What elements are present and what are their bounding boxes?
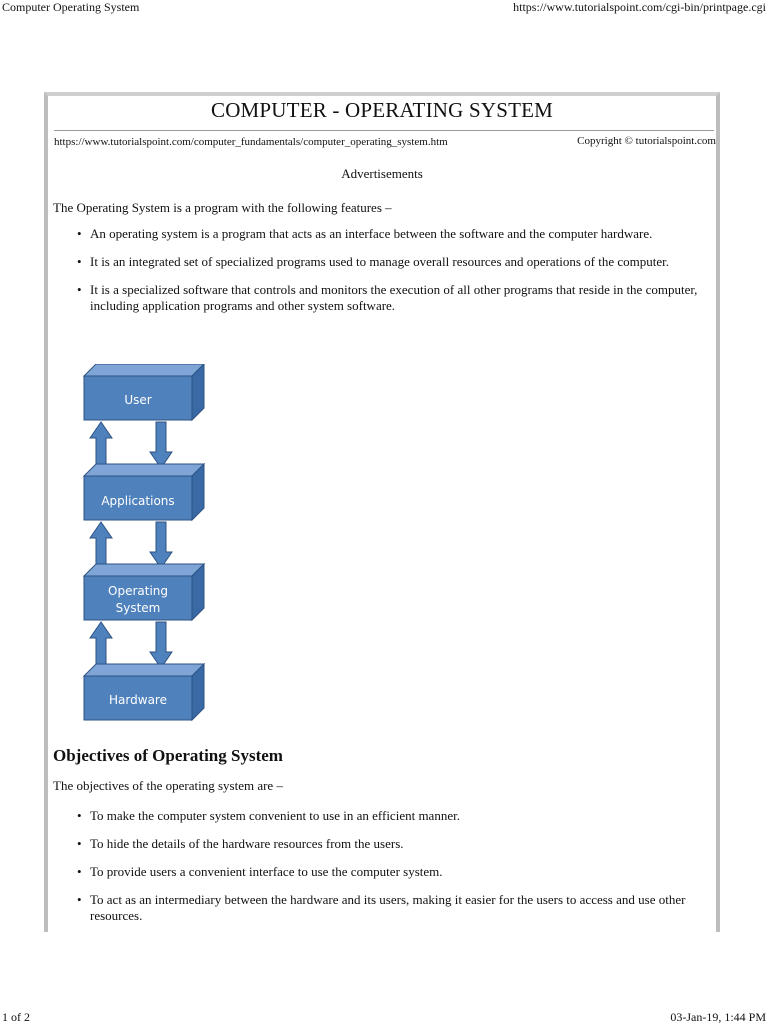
print-timestamp: 03-Jan-19, 1:44 PM	[670, 1010, 766, 1024]
layer-applications	[84, 464, 204, 520]
list-item: • To make the computer system convenient to use in an efficient manner.	[90, 808, 710, 824]
list-item: • It is an integrated set of specialized programs used to manage overall resources and operations of the computer.	[90, 254, 710, 270]
intro-paragraph: The Operating System is a program with the following features –	[53, 200, 392, 215]
list-item: • To act as an intermediary between the hardware and its users, making it easier for the users to access and use other resources.	[90, 892, 710, 924]
arrow-up-icon	[90, 522, 112, 568]
list-item: • It is a specialized software that controls and monitors the execution of all other programs that reside in the computer, including application programs and other system software.	[90, 282, 710, 314]
features-list	[48, 226, 710, 326]
layer-hardware	[84, 664, 204, 720]
layer-label-user: User	[124, 393, 152, 407]
list-item: • An operating system is a program that acts as an interface between the software and the computer hardware.	[90, 226, 710, 242]
advertisements-label: Advertisements	[341, 166, 423, 181]
page-title: COMPUTER - OPERATING SYSTEM	[210, 98, 553, 122]
page-number: 1 of 2	[2, 1010, 30, 1024]
objectives-heading: Objectives of Operating System	[53, 746, 283, 765]
arrow-down-icon	[150, 422, 172, 468]
layer-label-system: System	[115, 601, 161, 615]
print-header-url: https://www.tutorialspoint.com/cgi-bin/printpage.cgi	[513, 0, 766, 14]
layer-user	[84, 364, 204, 420]
layer-label-applications: Applications	[101, 494, 175, 508]
copyright-notice: Copyright © tutorialspoint.com	[577, 135, 716, 147]
arrow-down-icon	[150, 622, 172, 668]
source-url[interactable]: https://www.tutorialspoint.com/computer_fundamentals/computer_operating_system.htm	[54, 136, 448, 148]
document-page	[44, 92, 720, 932]
objectives-list	[48, 808, 710, 932]
arrow-down-icon	[150, 522, 172, 568]
title-divider	[54, 130, 714, 131]
os-layer-diagram	[76, 364, 206, 734]
objectives-intro: The objectives of the operating system are –	[53, 778, 283, 793]
arrow-up-icon	[90, 622, 112, 668]
layer-label-hardware: Hardware	[109, 693, 167, 707]
layer-operating-system	[84, 564, 204, 620]
list-item: • To provide users a convenient interface to use the computer system.	[90, 864, 710, 880]
arrow-up-icon	[90, 422, 112, 468]
list-item: • To hide the details of the hardware resources from the users.	[90, 836, 710, 852]
print-header-title: Computer Operating System	[2, 0, 140, 14]
layer-label-operating: Operating	[108, 584, 168, 598]
